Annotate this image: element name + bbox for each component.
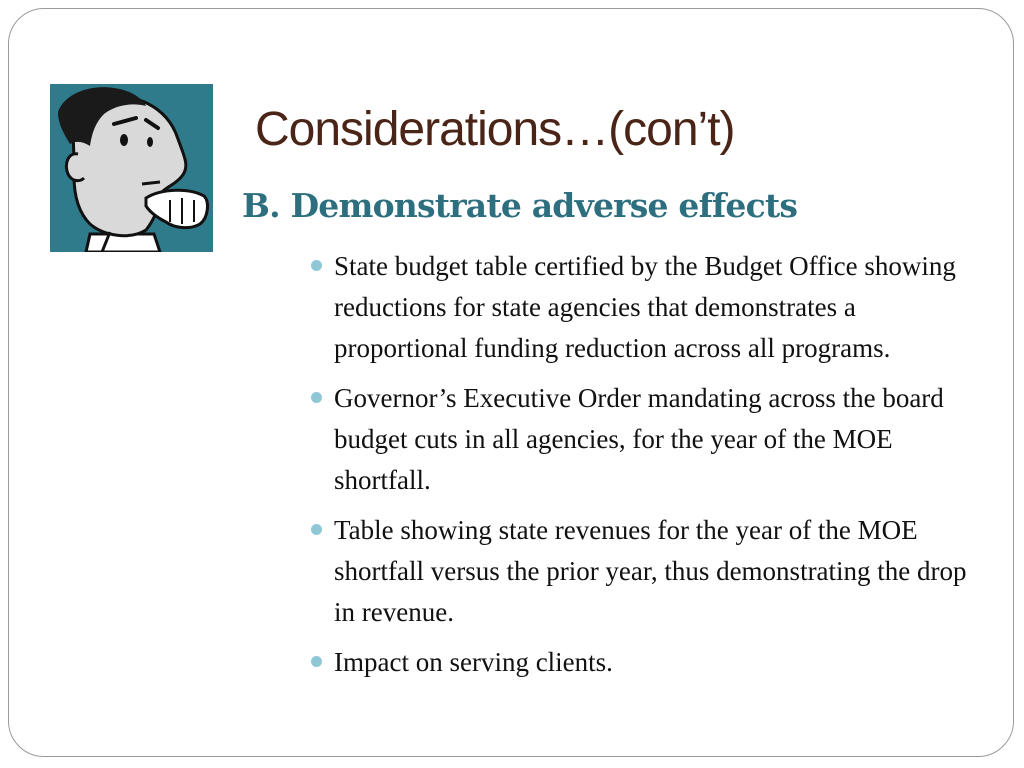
slide-title: Considerations…(con’t) <box>255 103 735 156</box>
bullet-text: State budget table certified by the Budget Office showing reductions for state agencies that demonstrates a proportional funding reduction across all programs. <box>334 251 956 363</box>
bullet-icon <box>311 260 322 271</box>
thinking-man-icon <box>50 84 213 252</box>
bullet-text: Governor’s Executive Order mandating across the board budget cuts in all agencies, for the year of the MOE shortfall. <box>334 383 944 495</box>
bullet-icon <box>311 524 322 535</box>
slide-subheading: B. Demonstrate adverse effects <box>242 186 798 225</box>
list-item <box>308 642 978 683</box>
bullet-text: Impact on serving clients. <box>334 647 613 677</box>
bullet-icon <box>311 392 322 403</box>
list-item <box>308 378 978 501</box>
list-item <box>308 246 978 369</box>
bullet-icon <box>311 656 322 667</box>
bullet-list <box>308 246 978 692</box>
list-item <box>308 510 978 633</box>
bullet-text: Table showing state revenues for the year of the MOE shortfall versus the prior year, thus demonstrating the drop in revenue. <box>334 515 967 627</box>
